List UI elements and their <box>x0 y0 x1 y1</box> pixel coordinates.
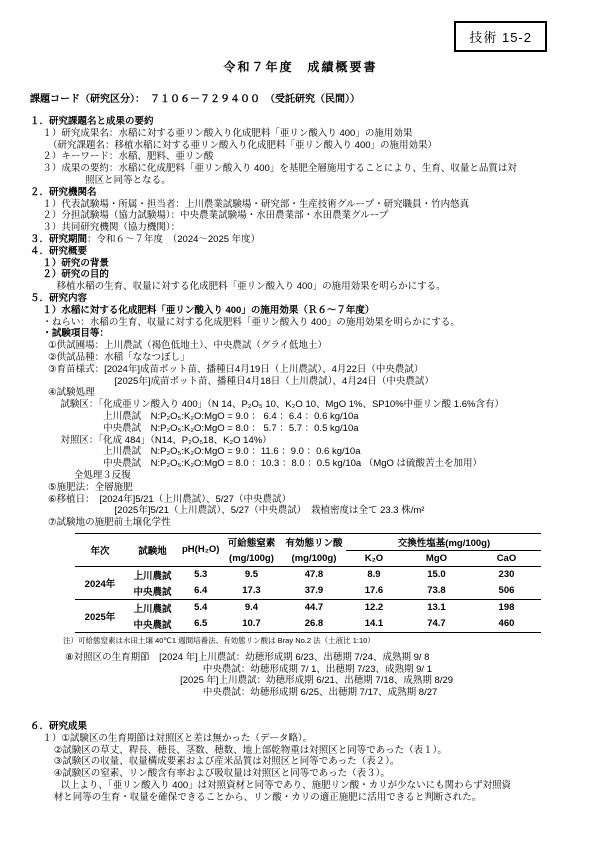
doc-line <box>30 234 601 246</box>
cell-mgo: 74.7 <box>427 618 446 630</box>
doc-text: ④試験処理 <box>48 387 95 399</box>
cell-cao: 198 <box>471 599 541 616</box>
doc-line <box>30 151 601 163</box>
doc-text: ：令和６～７年度 （2024～2025 年度） <box>87 233 261 245</box>
doc-line <box>30 258 601 270</box>
doc-line <box>30 128 601 140</box>
doc-text: ①供試圃場：上川農試（褐色低地土）、中央農試（グライ低地土） <box>48 340 328 352</box>
cell-site: 上川農試 <box>133 570 172 582</box>
header-mgo: MgO <box>425 552 448 564</box>
document-tag-box <box>454 21 547 52</box>
doc-text: １）研究成果名：水稲に対する亜リン酸入り化成肥料「亜リン酸入り 400」の施用効果 <box>42 127 413 139</box>
header-site: 試験地 <box>138 545 167 557</box>
cell-cao: 506 <box>498 585 515 597</box>
doc-text: ・試験項目等： <box>42 328 109 340</box>
doc-line <box>30 187 601 199</box>
doc-line <box>30 140 601 152</box>
doc-line <box>30 199 601 211</box>
doc-line <box>30 352 601 364</box>
doc-text: １）代表試験場・所属・担当者：上川農業試験場・研究部・生産技術グループ・研究職員・竹内悠真 <box>42 198 470 210</box>
doc-text: ２．研究機関名 <box>30 186 97 198</box>
doc-text: 移植水稲の生育、収量に対する化成肥料「亜リン酸入り 400」の施用効果を明らかにする。 <box>56 281 446 293</box>
doc-text: ３．研究期間 <box>30 233 88 245</box>
cell-available-p: 26.8 <box>304 618 324 630</box>
doc-text: ②試験区の草丈、稈長、穂長、茎数、穂数、地上部乾物重は対照区と同等であった（表１）。 <box>53 744 447 756</box>
doc-text: [2025年]5/21（上川農試）、5/27（中央農試） 栽植密度は全て 23.3 株/m² <box>114 505 425 517</box>
cell-ph: 6.4 <box>194 585 208 597</box>
cell-k2o: 8.9 <box>367 569 381 581</box>
doc-text: 全処理３反復 <box>73 469 131 481</box>
doc-line <box>30 376 601 388</box>
document-tag-label: 技術 15-2 <box>469 30 532 45</box>
doc-line <box>30 494 601 506</box>
doc-text: 対照区：「化成 484」（N14、P₂O₅18、K₂O 14%） <box>60 434 272 446</box>
page-title: 令和７年度 成績概要書 <box>223 60 378 74</box>
cell-mgo: 15.0 <box>427 569 446 581</box>
header-available-phosphate: 有効態リン酸 <box>285 538 343 550</box>
doc-line <box>30 517 601 529</box>
doc-line <box>30 482 601 494</box>
cell-year: 2025年 <box>75 599 125 632</box>
doc-line <box>30 756 601 768</box>
doc-text: １）研究の背景 <box>42 257 109 269</box>
header-year: 年次 <box>90 545 110 557</box>
doc-text: ③育苗様式：[2024年]成苗ポット苗、播種日4月19日（上川農試）、4月22日（中央農試） <box>48 363 424 375</box>
doc-text: ⑦試験地の施肥前土壌化学性 <box>48 517 171 529</box>
cell-available-p: 44.7 <box>281 599 346 616</box>
cell-site: 中央農試 <box>133 619 172 631</box>
doc-text: ②供試品種：水稲「ななつぼし」 <box>48 351 190 363</box>
subject-code-line: 課題コード（研究区分）： ７１０６－７２９４００ （受託研究（民間）） <box>30 94 360 105</box>
soil-chemistry-table <box>75 533 541 633</box>
doc-line <box>30 721 601 733</box>
doc-line <box>30 768 601 780</box>
doc-text: ・ねらい：水稲の生育、収量に対する化成肥料「亜リン酸入り 400」の施用効果を明らかにする。 <box>42 316 460 328</box>
cell-available-n: 9.4 <box>221 599 281 616</box>
doc-text: ２）研究の目的 <box>42 269 109 281</box>
cell-k2o: 12.2 <box>346 599 401 616</box>
doc-text: １）①試験区の生育期節は対照区と差は無かった（データ略）。 <box>42 732 313 744</box>
header-ph: pH(H₂O) <box>182 544 220 556</box>
header-cao: CaO <box>496 552 517 564</box>
body-lines-top <box>30 116 601 529</box>
cell-mgo: 13.1 <box>401 599 471 616</box>
doc-text: ２）キーワード：水稲、肥料、亜リン酸 <box>42 151 214 163</box>
cell-k2o: 14.1 <box>364 618 384 630</box>
doc-text: 中央農試：幼穂形成期 6/25、出穂期 7/17、成熟期 8/27 <box>202 687 438 699</box>
doc-text: ④試験区の窒素、リン酸含有率および吸収量は対照区と同等であった（表３）。 <box>53 768 390 780</box>
cell-available-n: 17.3 <box>242 585 261 597</box>
header-k2o: K₂O <box>364 552 384 564</box>
cell-ph: 6.5 <box>194 618 208 630</box>
doc-line <box>30 317 601 329</box>
doc-line <box>30 505 601 517</box>
doc-line <box>30 175 601 187</box>
doc-text: ５．研究内容 <box>30 292 88 304</box>
cell-ph: 5.4 <box>180 599 221 616</box>
doc-text: [2025 年]上川農試：幼穂形成期 6/21、出穂期 7/18、成熟期 8/29 <box>180 675 454 687</box>
doc-line <box>30 435 601 447</box>
doc-line <box>30 675 601 687</box>
doc-text: ２）分担試験場（協力試験場）：中央農業試験場・水田農業部・水田農業グループ <box>42 210 389 222</box>
body-lines-bottom <box>30 652 601 804</box>
doc-text: 照区と同等となる。 <box>85 174 171 186</box>
doc-text: ３）共同研究機関（協力機関）： <box>42 222 181 234</box>
doc-line <box>30 328 601 340</box>
cell-available-n: 10.7 <box>242 618 261 630</box>
doc-text: ６．研究成果 <box>30 721 88 733</box>
doc-line <box>30 293 601 305</box>
doc-line <box>30 281 601 293</box>
table-footnote: 注）可給態窒素は水田土壌 40℃1 週間培養法、有効態リン酸は Bray No.2 法（土液比 1:10） <box>63 635 375 645</box>
doc-line <box>30 664 601 676</box>
doc-line <box>30 246 601 258</box>
header-exchangeable-bases: 交換性塩基(mg/100g) <box>346 533 541 550</box>
doc-line <box>30 733 601 745</box>
doc-line <box>30 387 601 399</box>
header-unit-p: (mg/100g) <box>291 552 337 564</box>
doc-text: ３）成果の要約：水稲に化成肥料「亜リン酸入り 400」を基肥全層施用することにより、生育、収量と品質は対 <box>42 163 517 175</box>
doc-line <box>30 269 601 281</box>
doc-line <box>30 305 601 317</box>
doc-text: 材と同等の生育・収量を確保できることから、リン酸・カリの適正施肥に活用できると判断された。 <box>53 791 482 803</box>
cell-available-n: 9.5 <box>244 569 259 581</box>
cell-mgo: 73.8 <box>427 585 446 597</box>
doc-text: ⑧対照区の生育期節 [2024 年]上川農試：幼穂形成期 6/23、出穂期 7/24、成熟期 9/ 8 <box>65 651 430 663</box>
doc-line <box>30 652 601 664</box>
doc-text: ⑤施肥法：全層施肥 <box>48 481 133 493</box>
doc-text: ③試験区の収量、収量構成要素および産米品質は対照区と同等であった（表２）。 <box>53 756 400 768</box>
doc-text: （研究課題名：移植水稲に対する亜リン酸入り化成肥料「亜リン酸入り 400」の施用効果） <box>48 139 438 151</box>
doc-line <box>30 364 601 376</box>
cell-cao: 460 <box>498 618 515 630</box>
cell-ph: 5.3 <box>194 569 208 581</box>
doc-text: 中央農試 N:P₂O₅:K₂O:MgO = 8.0 ：10.3 ：8.0 ：0.5 kg/10a （MgO は硫酸苦土を加用） <box>103 458 483 470</box>
doc-line <box>30 423 601 435</box>
doc-line <box>30 222 601 234</box>
table-row <box>75 599 541 616</box>
doc-line <box>30 411 601 423</box>
table-row <box>75 566 541 583</box>
header-unit-n: (mg/100g) <box>229 552 274 564</box>
cell-site: 中央農試 <box>133 586 172 598</box>
doc-line <box>30 780 601 792</box>
doc-line <box>30 446 601 458</box>
doc-text: １）水稲に対する化成肥料「亜リン酸入り 400」の施用効果（Ｒ６～７年度） <box>42 304 375 316</box>
doc-line <box>30 340 601 352</box>
doc-line <box>30 210 601 222</box>
doc-text: [2025年]成苗ポット苗、播種日4月18日（上川農試）、4月24日（中央農試） <box>114 375 434 387</box>
doc-line <box>30 470 601 482</box>
cell-year: 2024年 <box>84 578 116 590</box>
doc-text: 中央農試 N:P₂O₅:K₂O:MgO = 8.0 ： 5.7 ：5.7 ：0.5 kg/10a <box>103 422 359 434</box>
doc-line <box>30 458 601 470</box>
doc-text: ４．研究概要 <box>30 245 88 257</box>
doc-text: 中央農試：幼穂形成期 7/ 1、出穂期 7/23、成熟期 9/ 1 <box>202 663 432 675</box>
doc-text: １．研究課題名と成果の要約 <box>30 116 154 127</box>
doc-line <box>30 792 601 804</box>
doc-text: 試験区：「化成亜リン酸入り 400」（N 14、P₂O₅ 10、K₂O 10、MgO 1%、SP10%中亜リン酸 1.6%含有） <box>60 399 504 411</box>
doc-line <box>30 399 601 411</box>
doc-text: ⑥移植日： [2024年]5/21（上川農試）、5/27（中央農試） <box>48 493 291 505</box>
table-header-row-1 <box>75 533 541 550</box>
table-row <box>75 583 541 600</box>
cell-available-p: 47.8 <box>304 569 324 581</box>
cell-cao: 230 <box>498 569 515 581</box>
doc-text: 上川農試 N:P₂O₅:K₂O:MgO = 9.0 ：11.6 ：9.0 ：0.6 kg/10a <box>103 446 361 458</box>
doc-line <box>30 116 601 128</box>
doc-text: 上川農試 N:P₂O₅:K₂O:MgO = 9.0 ： 6.4 ：6.4 ：0.6 kg/10a <box>103 410 359 422</box>
cell-k2o: 17.6 <box>364 585 384 597</box>
header-available-nitrogen: 可給態窒素 <box>227 538 276 550</box>
cell-site: 上川農試 <box>125 599 180 616</box>
doc-line <box>30 687 601 699</box>
cell-available-p: 37.9 <box>304 585 324 597</box>
doc-line <box>30 745 601 757</box>
doc-text: 以上より、「亜リン酸入り 400」は対照資材と同等であり、施肥リン酸・カリが少ないにも関わらず対照資 <box>60 780 512 792</box>
table-row <box>75 616 541 633</box>
doc-line <box>30 163 601 175</box>
